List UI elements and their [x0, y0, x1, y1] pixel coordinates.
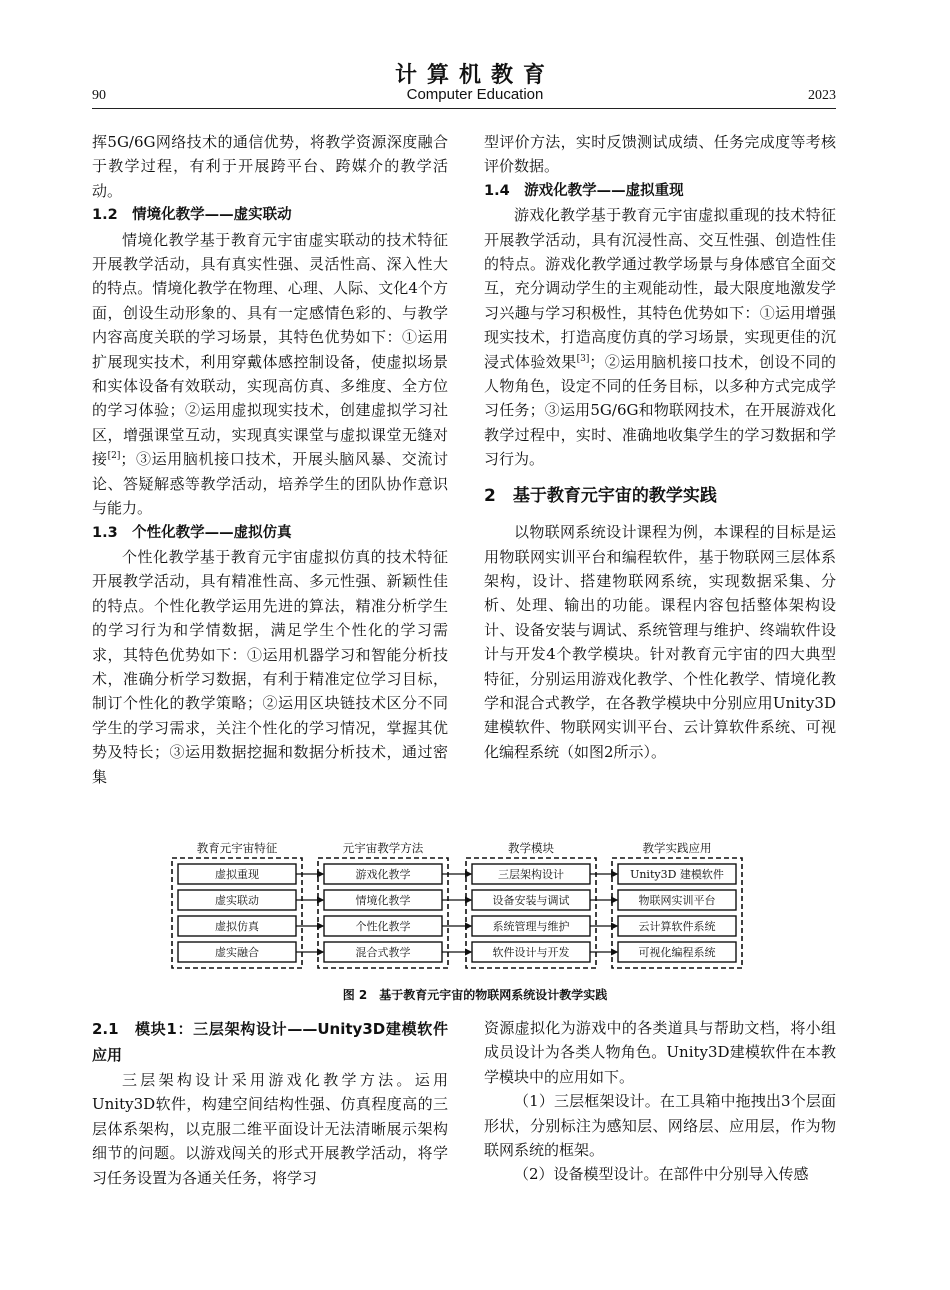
figure-box-label: 系统管理与维护 — [492, 920, 570, 933]
journal-subtitle: Computer Education — [406, 86, 544, 103]
figure-column-title: 教学实践应用 — [642, 841, 712, 855]
section-heading-1-2: 1.2 情境化教学——虚实联动 — [92, 207, 292, 224]
paragraph-text: 情境化教学基于教育元宇宙虚实联动的技术特征开展教学活动，具有真实性强、灵活性高、深入性大的特点。情境化教学在物理、心理、人际、文化4个方面，创设生动形象的、具有一定感情色彩的、与教学内容高度关联的学习场景，其特色优势如下：①运用扩展现实技术，利用穿戴体感控制设备，使虚拟场景和实体设备有效联动，实现高仿真、多维度、全方位的学习体验；②运用虚拟现实技术，创建虚拟学习社区，增强课堂互动，实现真实课堂与虚拟课堂无缝对接 — [92, 230, 448, 469]
left-column-top — [92, 130, 448, 789]
figure-column-title: 教学模块 — [508, 841, 554, 855]
section-heading-2: 2 基于教育元宇宙的教学实践 — [484, 485, 717, 506]
figure-box-label: 软件设计与开发 — [492, 946, 570, 959]
figure-box-label: 虚实联动 — [215, 894, 259, 907]
right-column-top — [484, 130, 836, 764]
right-column-bottom — [484, 1016, 836, 1187]
figure-box-label: 物联网实训平台 — [638, 894, 716, 907]
figure-box-label: 三层架构设计 — [498, 868, 564, 881]
figure-box-label: 混合式教学 — [355, 946, 411, 959]
figure-caption: 图 2 基于教育元宇宙的物联网系统设计教学实践 — [342, 988, 608, 1002]
page-number: 90 — [92, 88, 106, 103]
paragraph-text: ；③运用脑机接口技术，开展头脑风暴、交流讨论、答疑解惑等教学活动，培养学生的团队协作意识与能力。 — [92, 450, 448, 518]
section-heading-2-1: 2.1 模块1：三层架构设计——Unity3D建模软件应用 — [92, 1020, 448, 1064]
figure-box-label: 虚实融合 — [215, 946, 259, 959]
paragraph: 以物联网系统设计课程为例，本课程的目标是运用物联网实训平台和编程软件，基于物联网三层体系架构，设计、搭建物联网系统，实现数据采集、分析、处理、输出的功能。课程内容包括整体架构设计、设备安装与调试、系统管理与维护、终端软件设计与开发4个教学模块。针对教育元宇宙的四大典型特征，分别运用游戏化教学、个性化教学、情境化教学和混合式教学，在各教学模块中分别应用Unity3D建模软件、物联网实训平台、云计算软件系统、可视化编程系统（如图2所示）。 — [484, 523, 836, 761]
paragraph — [92, 228, 448, 521]
figure-box-label: 游戏化教学 — [355, 868, 411, 881]
paragraph: 型评价方法，实时反馈测试成绩、任务完成度等考核评价数据。 — [484, 133, 836, 176]
citation: [2] — [107, 451, 121, 462]
paragraph: 资源虚拟化为游戏中的各类道具与帮助文档，将小组成员设计为各类人物角色。Unity3D建模软件在本教学模块中的应用如下。 — [484, 1019, 836, 1086]
figure-column-title: 教育元宇宙特征 — [196, 841, 278, 855]
citation: [3] — [576, 353, 590, 364]
figure-column-title: 元宇宙教学方法 — [342, 841, 424, 855]
paragraph — [484, 203, 836, 471]
paragraph: 三层架构设计采用游戏化教学方法。运用Unity3D软件，构建空间结构性强、仿真程度高的三层体系架构，以克服二维平面设计无法清晰展示架构细节的问题。以游戏闯关的形式开展教学活动，将学习任务设置为各通关任务，将学习 — [92, 1071, 448, 1187]
figure-box-label: 虚拟仿真 — [215, 920, 259, 933]
figure-box-label: 可视化编程系统 — [638, 946, 716, 959]
paragraph: （2）设备模型设计。在部件中分别导入传感 — [514, 1165, 809, 1184]
header-rule — [92, 108, 836, 109]
figure-box-label: 情境化教学 — [355, 894, 411, 907]
section-heading-1-3: 1.3 个性化教学——虚拟仿真 — [92, 524, 292, 541]
paragraph: 个性化教学基于教育元宇宙虚拟仿真的技术特征开展教学活动，具有精准性高、多元性强、新颖性佳的特点。个性化教学运用先进的算法，精准分析学生的学习行为和学情数据，满足学生个性化的学习需求，其特色优势如下：①运用机器学习和智能分析技术，准确分析学习数据，有利于精准定位学习目标，制订个性化的教学策略；②运用区块链技术区分不同学生的学习需求，关注个性化的学习情况，掌握其优势及特长；③运用数据挖掘和数据分析技术，通过密集 — [92, 547, 448, 786]
paragraph: 挥5G/6G网络技术的通信优势，将教学资源深度融合于教学过程，有利于开展跨平台、跨媒介的教学活动。 — [92, 133, 448, 200]
paragraph-text: ；②运用脑机接口技术，创设不同的人物角色，设定不同的任务目标，以多种方式完成学习任务；③运用5G/6G和物联网技术，在开展游戏化教学过程中，实时、准确地收集学生的学习数据和学习行为。 — [484, 352, 836, 469]
figure-box-label: 虚拟重现 — [215, 868, 259, 881]
left-column-bottom — [92, 1016, 448, 1190]
paragraph: （1）三层框架设计。在工具箱中拖拽出3个层面形状，分别标注为感知层、网络层、应用层，作为物联网系统的框架。 — [484, 1092, 836, 1160]
figure-2-diagram — [170, 838, 760, 978]
figure-box-label: 云计算软件系统 — [638, 920, 716, 933]
figure-box-label: 设备安装与调试 — [492, 894, 570, 907]
paragraph-text: 游戏化教学基于教育元宇宙虚拟重现的技术特征开展教学活动，具有沉浸性高、交互性强、创造性佳的特点。游戏化教学通过教学场景与身体感官全面交互，充分调动学生的主观能动性，最大限度地激发学习兴趣与学习积极性，其特色优势如下：①运用增强现实技术，打造高度仿真的学习场景，实现更佳的沉浸式体验效果 — [484, 206, 836, 371]
figure-box-label: 个性化教学 — [355, 920, 411, 933]
journal-year: 2023 — [808, 88, 836, 103]
journal-title: 计算机教育 — [394, 62, 555, 88]
figure-box-label: Unity3D 建模软件 — [630, 868, 724, 881]
section-heading-1-4: 1.4 游戏化教学——虚拟重现 — [484, 182, 684, 199]
